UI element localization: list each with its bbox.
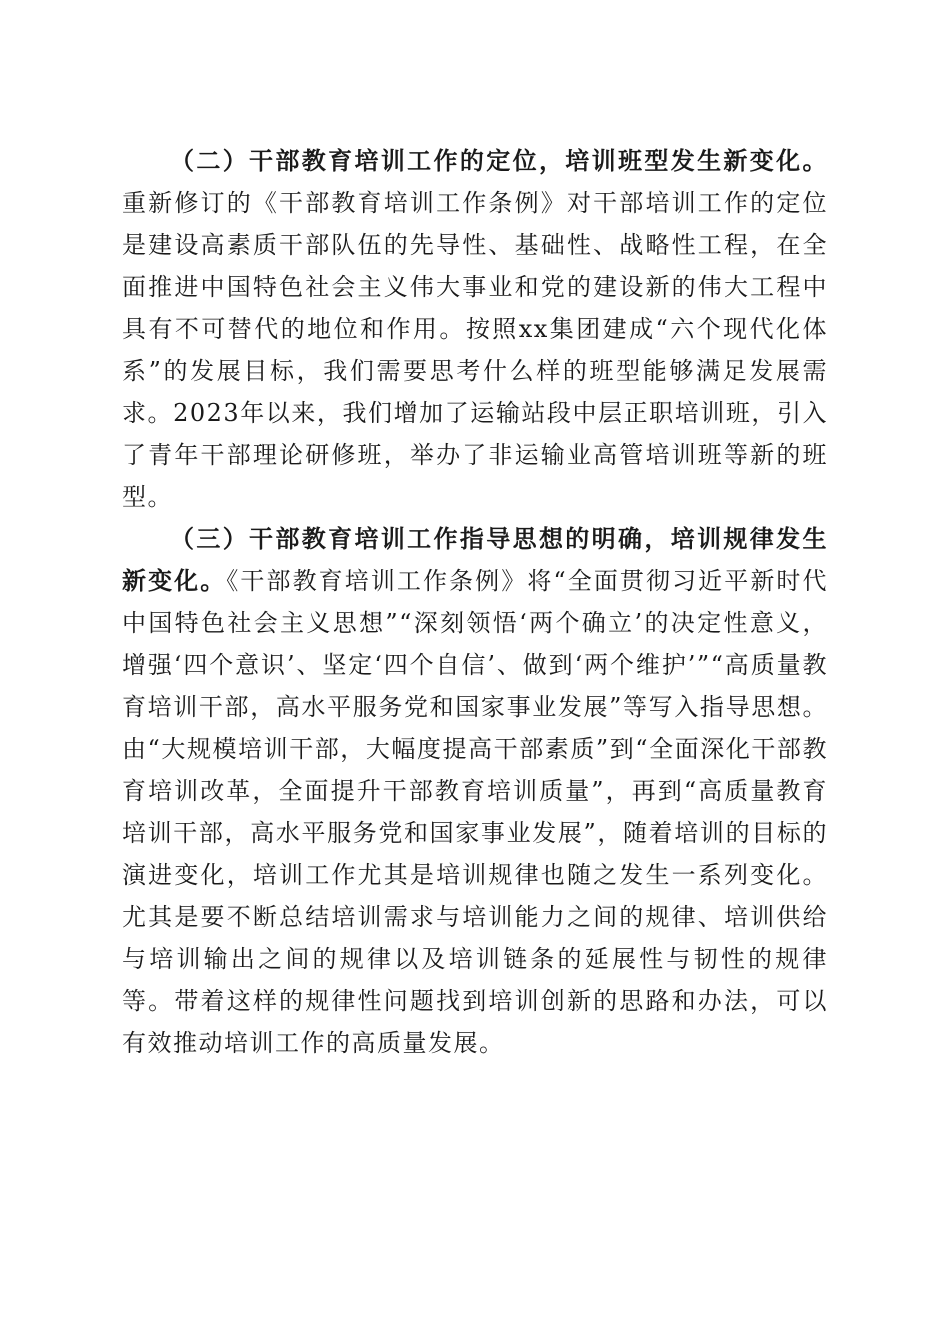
section-two-paragraph: [122, 140, 828, 518]
document-body: [122, 140, 828, 1064]
section-three-body: 《干部教育培训工作条例》将“全面贯彻习近平新时代中国特色社会主义思想”“深刻领悟‘两个确立’的决定性意义，增强‘四个意识’、坚定‘四个自信’、做到‘两个维护’”“高质量教育培训干部，高水平服务党和国家事业发展”等写入指导思想。由“大规模培训干部，大幅度提高干部素质”到“全面深化干部教育培训改革，全面提升干部教育培训质量”，再到“高质量教育培训干部，高水平服务党和国家事业发展”，随着培训的目标的演进变化，培训工作尤其是培训规律也随之发生一系列变化。尤其是要不断总结培训需求与培训能力之间的规律、培训供给与培训输出之间的规律以及培训链条的延展性与韧性的规律等。带着这样的规律性问题找到培训创新的思路和办法，可以有效推动培训工作的高质量发展。: [122, 567, 829, 1057]
section-two-body: 重新修订的《干部教育培训工作条例》对干部培训工作的定位是建设高素质干部队伍的先导性、基础性、战略性工程，在全面推进中国特色社会主义伟大事业和党的建设新的伟大工程中具有不可替代的地位和作用。按照xx集团建成“六个现代化体系”的发展目标，我们需要思考什么样的班型能够满足发展需求。2023年以来，我们增加了运输站段中层正职培训班，引入了青年干部理论研修班，举办了非运输业高管培训班等新的班型。: [122, 189, 828, 511]
section-two-heading: （二）干部教育培训工作的定位，培训班型发生新变化。: [170, 147, 828, 175]
section-three-paragraph: [122, 518, 828, 1064]
section-three-heading: （三）干部教育培训工作指导思想的明确，培训规律发生新变化。: [122, 525, 828, 595]
